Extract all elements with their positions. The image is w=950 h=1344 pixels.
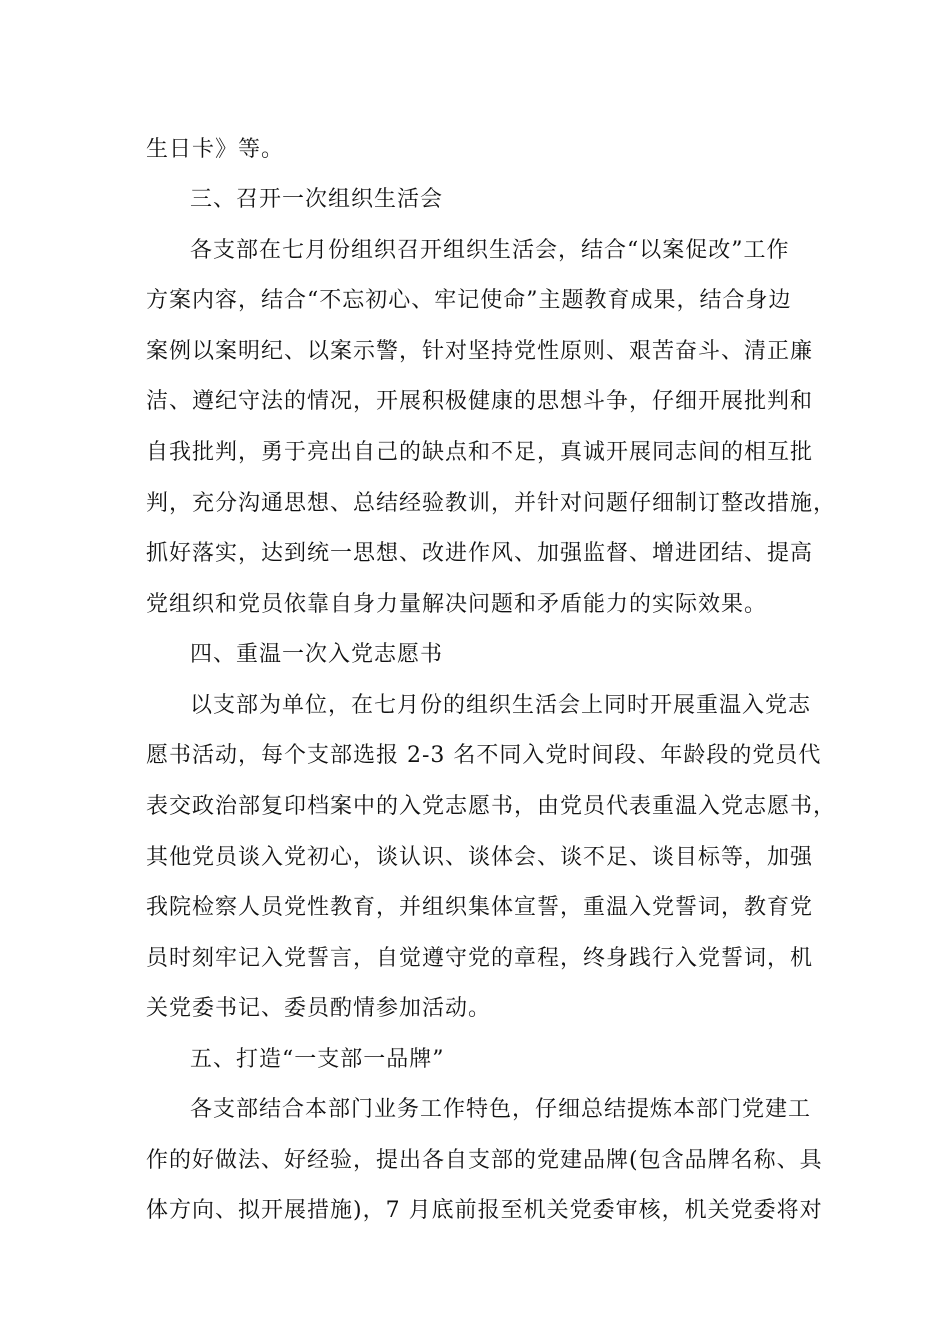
- text-line: 以支部为单位，在七月份的组织生活会上同时开展重温入党志: [190, 693, 812, 718]
- text-line: 方案内容，结合“不忘初心、牢记使命”主题教育成果，结合身边: [146, 288, 792, 313]
- section-heading: 三、召开一次组织生活会: [190, 187, 444, 212]
- text-line: 生日卡》等。: [146, 137, 285, 162]
- text-line: 案例以案明纪、以案示警，针对坚持党性原则、艰苦奋斗、清正廉: [146, 339, 814, 364]
- section-heading: 五、打造“一支部一品牌”: [190, 1047, 445, 1072]
- text-line: 党组织和党员依靠自身力量解决问题和矛盾能力的实际效果。: [146, 592, 768, 617]
- text-line: 我院检察人员党性教育，并组织集体宣誓，重温入党誓词，教育党: [146, 895, 814, 920]
- text-line: 各支部在七月份组织召开组织生活会，结合“以案促改”工作: [190, 238, 790, 263]
- text-line: 洁、遵纪守法的情况，开展积极健康的思想斗争，仔细开展批判和: [146, 389, 814, 414]
- text-line: 愿书活动，每个支部选报 2-3 名不同入党时间段、年龄段的党员代: [146, 743, 822, 768]
- text-line: 关党委书记、委员酌情参加活动。: [146, 996, 492, 1021]
- text-line: 员时刻牢记入党誓言，自觉遵守党的章程，终身践行入党誓词，机: [146, 946, 814, 971]
- section-heading: 四、重温一次入党志愿书: [190, 642, 444, 667]
- text-line: 其他党员谈入党初心，谈认识、谈体会、谈不足、谈目标等，加强: [146, 845, 814, 870]
- text-line: 作的好做法、好经验，提出各自支部的党建品牌(包含品牌名称、具: [146, 1148, 823, 1173]
- text-line: 判，充分沟通思想、总结经验教训，并针对问题仔细制订整改措施，: [146, 491, 837, 516]
- text-line: 抓好落实，达到统一思想、改进作风、加强监督、增进团结、提高: [146, 541, 814, 566]
- text-line: 各支部结合本部门业务工作特色，仔细总结提炼本部门党建工: [190, 1097, 812, 1122]
- text-line: 表交政治部复印档案中的入党志愿书，由党员代表重温入党志愿书，: [146, 794, 837, 819]
- text-line: 体方向、拟开展措施)，7 月底前报至机关党委审核，机关党委将对: [146, 1198, 823, 1223]
- text-line: 自我批判，勇于亮出自己的缺点和不足，真诚开展同志间的相互批: [146, 440, 814, 465]
